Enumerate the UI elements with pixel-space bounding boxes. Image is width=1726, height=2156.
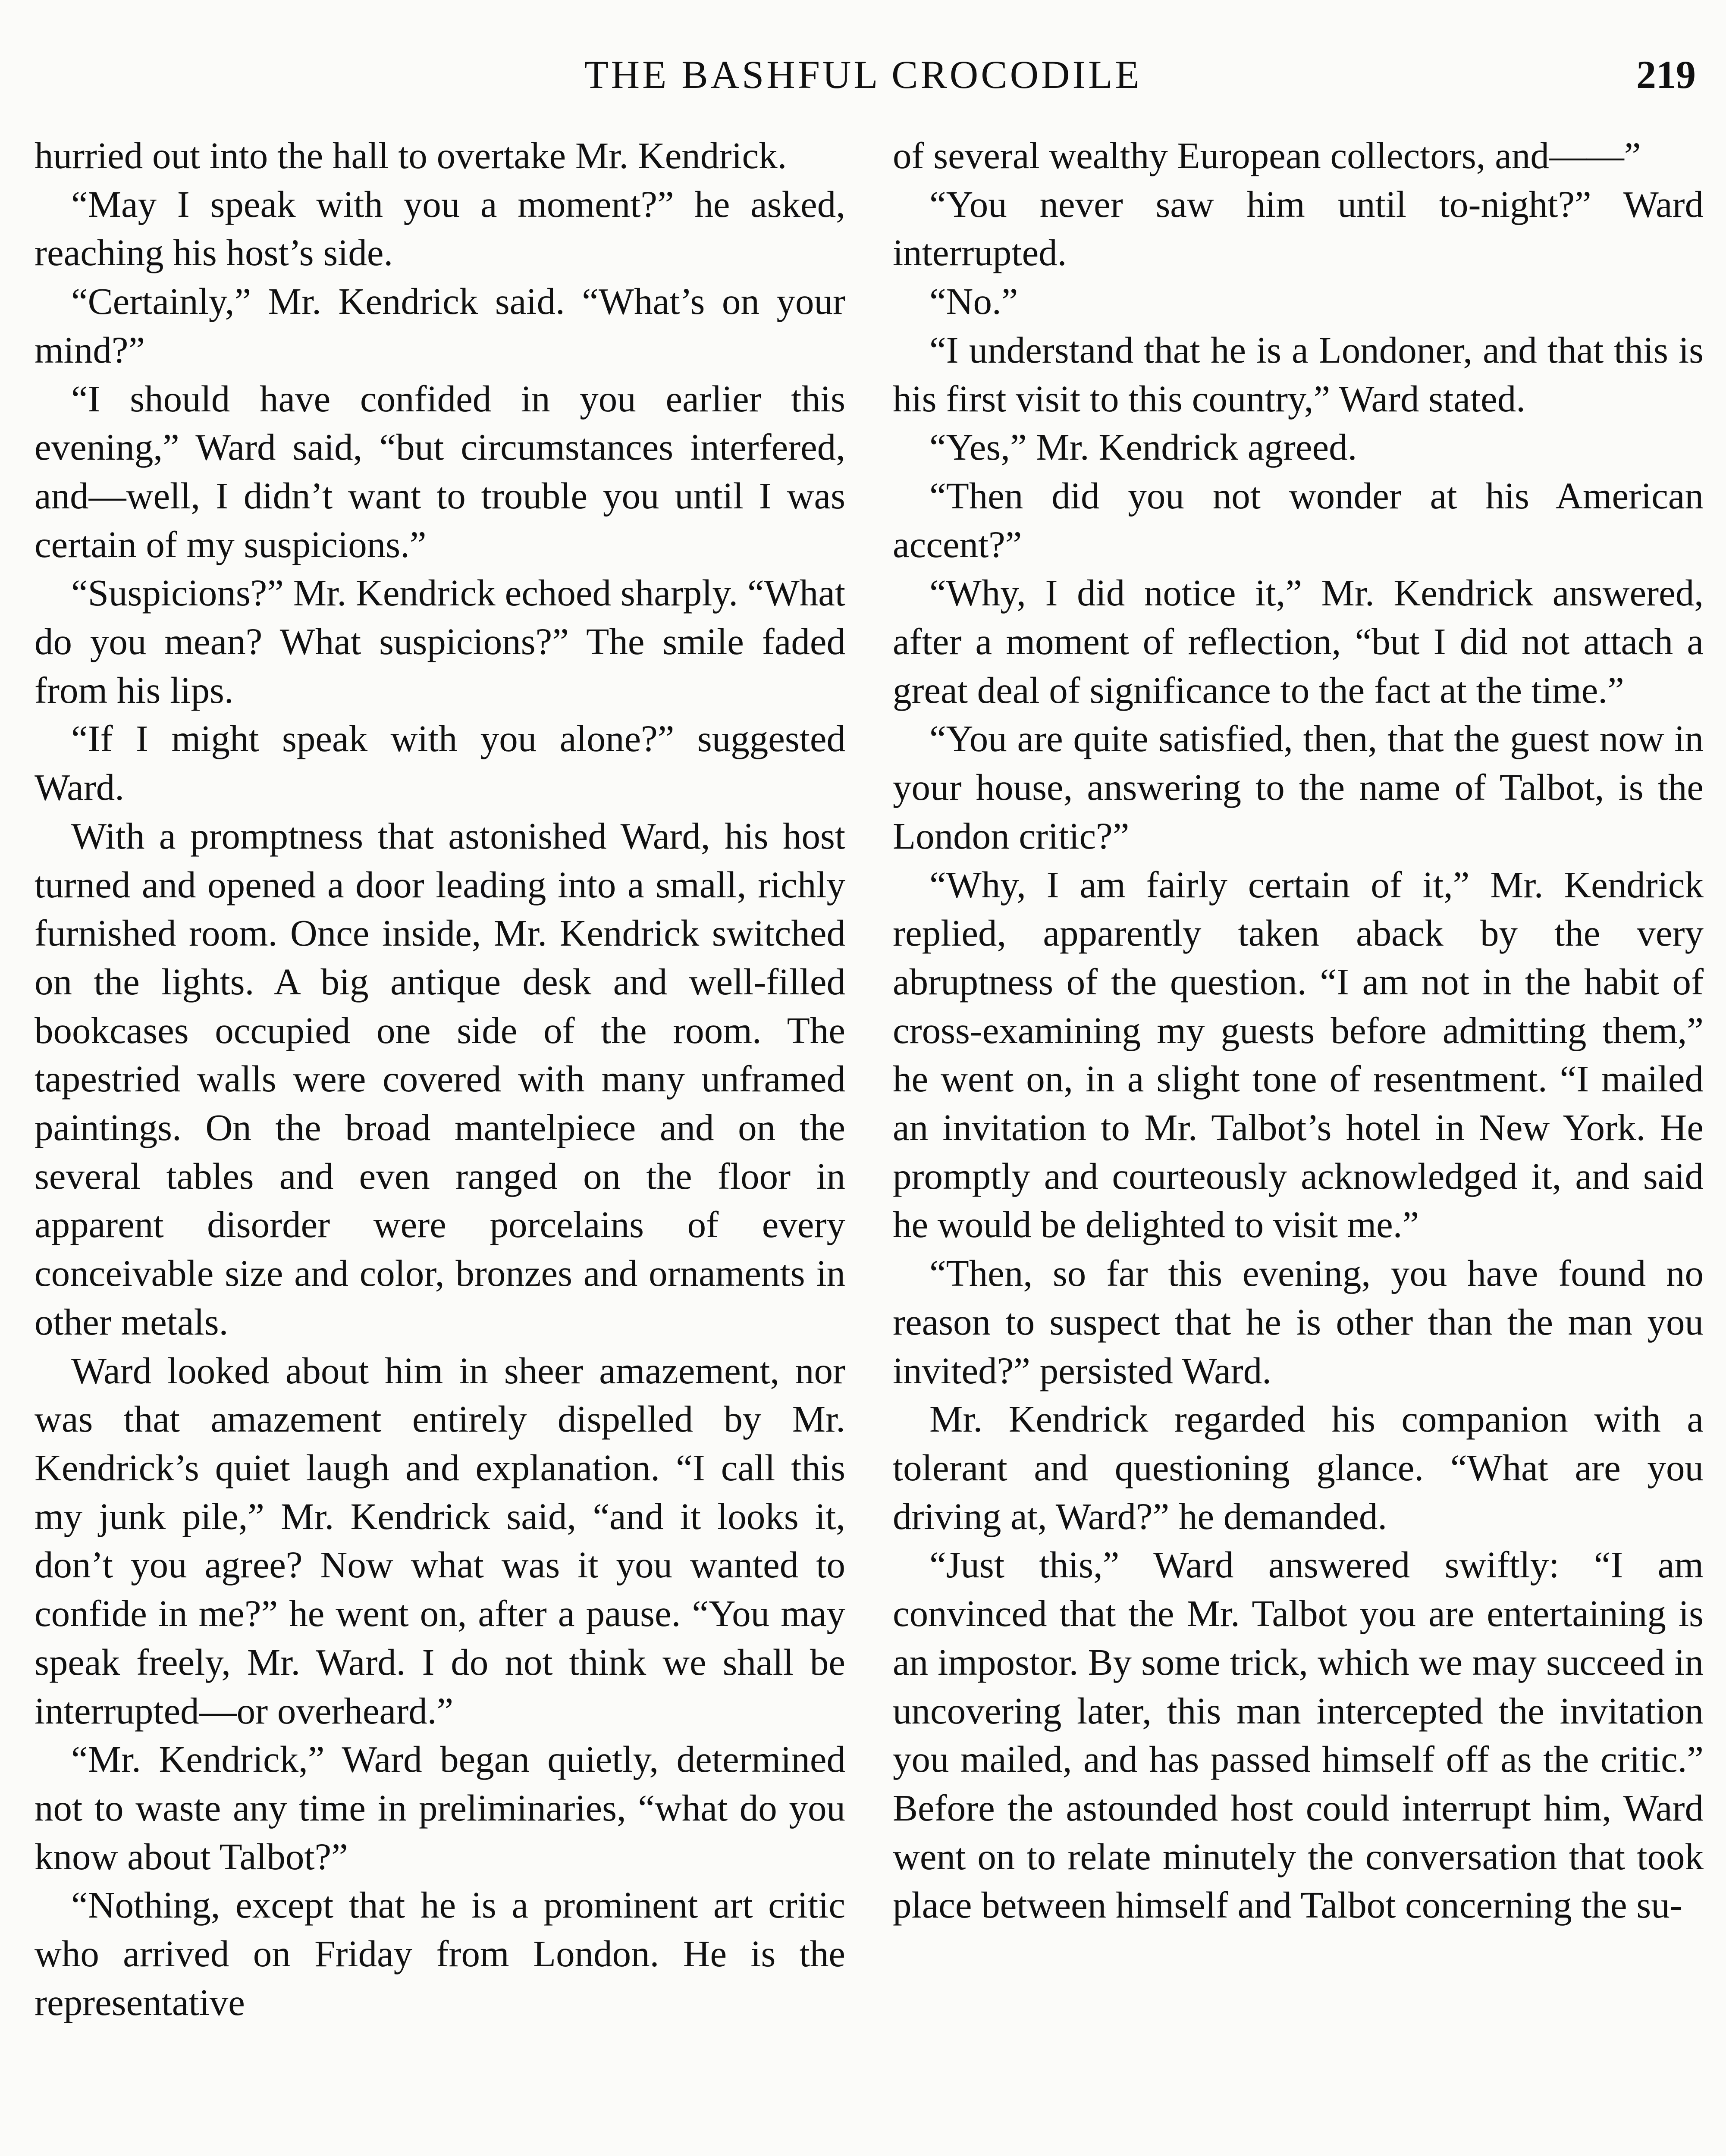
paragraph: “I should have confided in you earlier this evening,” Ward said, “but circumstances interfered, and—well, I didn’t want to trouble you until I was certain of my suspicions.” — [35, 377, 845, 565]
paragraph: “No.” — [929, 280, 1018, 323]
paragraph: “Just this,” Ward answered swiftly: “I am convinced that the Mr. Talbot you are entertaining is an impostor. By some trick, which we may succeed in uncovering later, this man intercepted the invitation you mailed, and has passed himself off as the critic.” Before the astounded host could interrupt him, Ward went on to relate minutely the conversation that took place between himself and Talbot concerning the su- — [893, 1544, 1704, 1926]
paragraph: “You never saw him until to-night?” Ward interrupted. — [893, 183, 1704, 274]
chapter-title: THE BASHFUL CROCODILE — [584, 53, 1142, 97]
paragraph: “Yes,” Mr. Kendrick agreed. — [929, 426, 1357, 468]
paragraph: hurried out into the hall to overtake Mr. Kendrick. — [35, 135, 787, 176]
paragraph: “Why, I did notice it,” Mr. Kendrick answered, after a moment of reflection, “but I did not attach a great deal of significance to the fact at the time.” — [893, 572, 1704, 711]
paragraph: “Then, so far this evening, you have found no reason to suspect that he is other than the man you invited?” persisted Ward. — [893, 1252, 1704, 1391]
paragraph: “Certainly,” Mr. Kendrick said. “What’s on your mind?” — [35, 280, 845, 371]
paragraph: “Suspicions?” Mr. Kendrick echoed sharply. “What do you mean? What suspicions?” The smile faded from his lips. — [35, 572, 845, 711]
paragraph: Mr. Kendrick regarded his companion with a tolerant and questioning glance. “What are you driving at, Ward?” he demanded. — [893, 1398, 1704, 1537]
paragraph: Ward looked about him in sheer amazement, nor was that amazement entirely dispelled by Mr. Kendrick’s quiet laugh and explanation. “I call this my junk pile,” Mr. Kendrick said, “and it looks it, don’t you agree? Now what was it you wanted to confide in me?” he went on, after a pause. “You may speak freely, Mr. Ward. I do not think we shall be interrupted—or overheard.” — [35, 1349, 845, 1732]
paragraph: “Then did you not wonder at his American accent?” — [893, 474, 1704, 565]
right-column — [893, 132, 1704, 1930]
paragraph: of several wealthy European collectors, and——” — [893, 135, 1641, 176]
paragraph: “Why, I am fairly certain of it,” Mr. Kendrick replied, apparently taken aback by the very abruptness of the question. “I am not in the habit of cross-examining my guests before admitting them,” he went on, in a slight tone of resentment. “I mailed an invitation to Mr. Talbot’s hotel in New York. He promptly and courteously acknowledged it, and said he would be delighted to visit me.” — [893, 863, 1704, 1246]
paragraph: With a promptness that astonished Ward, his host turned and opened a door leading into a small, richly furnished room. Once inside, Mr. Kendrick switched on the lights. A big antique desk and well-filled bookcases occupied one side of the room. The tapestried walls were covered with many unframed paintings. On the broad mantelpiece and on the several tables and even ranged on the floor in apparent disorder were porcelains of every conceivable size and color, bronzes and ornaments in other metals. — [35, 815, 845, 1343]
paragraph: “Nothing, except that he is a prominent art critic who arrived on Friday from London. He is the representative — [35, 1884, 845, 2023]
paragraph: “I understand that he is a Londoner, and that this is his first visit to this country,” Ward stated. — [893, 329, 1704, 420]
paragraph: “You are quite satisfied, then, that the guest now in your house, answering to the name of Talbot, is the London critic?” — [893, 718, 1704, 857]
paragraph: “May I speak with you a moment?” he asked, reaching his host’s side. — [35, 183, 845, 274]
paragraph: “If I might speak with you alone?” suggested Ward. — [35, 718, 845, 808]
paragraph: “Mr. Kendrick,” Ward began quietly, determined not to waste any time in preliminaries, “what do you know about Talbot?” — [35, 1738, 845, 1877]
left-column — [35, 132, 845, 2027]
running-head — [0, 47, 1726, 103]
page-number: 219 — [1636, 53, 1696, 97]
